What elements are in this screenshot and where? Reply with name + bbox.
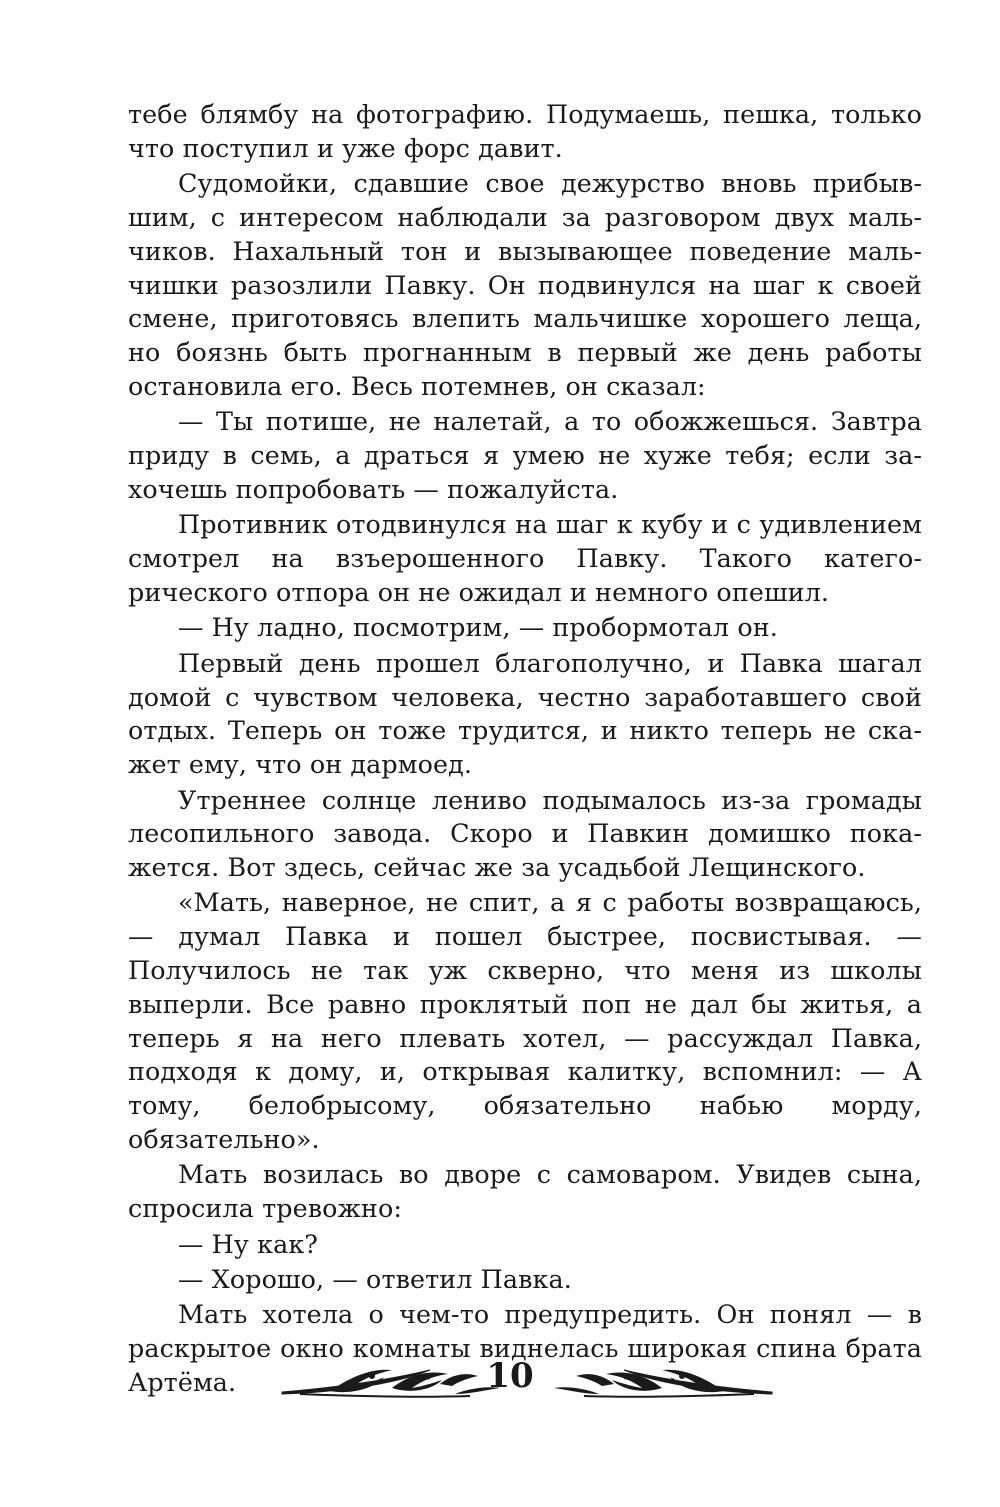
dialogue-paragraph: — Ну ладно, посмотрим, — пробормотал он. [178, 612, 778, 643]
paragraph: Противник отодвинулся на шаг к кубу и с удивлением смотрел на взъерошенного Павку. Такого категорического отпора он не ожидал и немного опешил. [128, 509, 922, 607]
dialogue-paragraph: — Ты потише, не налетай, а то обожжешься. Завтра приду в семь, а драться я умею не хуже тебя; если захочешь попробовать — пожалуйста. [128, 406, 922, 504]
page-footer [0, 1350, 1000, 1420]
paragraph: Утреннее солнце лениво подымалось из-за громады лесопильного завода. Скоро и Павкин домишко покажется. Вот здесь, сейчас же за усадьбой Лещинского. [128, 784, 922, 883]
body-text [128, 98, 922, 1400]
page-number: 10 [486, 1356, 534, 1396]
dialogue-paragraph: — Ну как? [178, 1228, 319, 1259]
paragraph: Судомойки, сдавшие свое дежурство вновь прибывшим, с интересом наблюдали за разговором двух мальчиков. Нахальный тон и вызывающее поведение мальчишки разозлили Павку. Он подвинулся на шаг к своей смене, приготовясь влепить мальчишке хорошего леща, но боязнь быть прогнанным в первый же день работы остановила его. Весь потемнев, он сказал: [128, 168, 922, 401]
paragraph: «Мать, наверное, не спит, а я с работы возвращаюсь, — думал Павка и пошел быстрее, посвистывая. — Получилось не так уж скверно, что меня из школы выперли. Все равно проклятый поп не дал бы житья, а теперь я на него плевать хотел, — рассуждал Павка, подходя к дому, и, открывая калитку, вспомнил: — А тому, белобрысому, обязательно набью морду, обязательно». [128, 887, 922, 1155]
paragraph: Мать хотела о чем-то предупредить. Он понял — в раскрытое окно комнаты виднелась широкая спина брата Артёма. [128, 1299, 922, 1398]
dialogue-paragraph: — Хорошо, — ответил Павка. [178, 1264, 572, 1295]
paragraph: Мать возилась во дворе с самоваром. Увидев сына, спросила тревожно: [128, 1159, 922, 1224]
paragraph: Первый день прошел благополучно, и Павка шагал домой с чувством человека, честно заработавшего свой отдых. Теперь он тоже трудится, и никто теперь не скажет ему, что он дармоед. [128, 647, 922, 780]
paragraph: тебе блямбу на фотографию. Подумаешь, пешка, только что поступил и уже форс давит. [128, 99, 922, 163]
